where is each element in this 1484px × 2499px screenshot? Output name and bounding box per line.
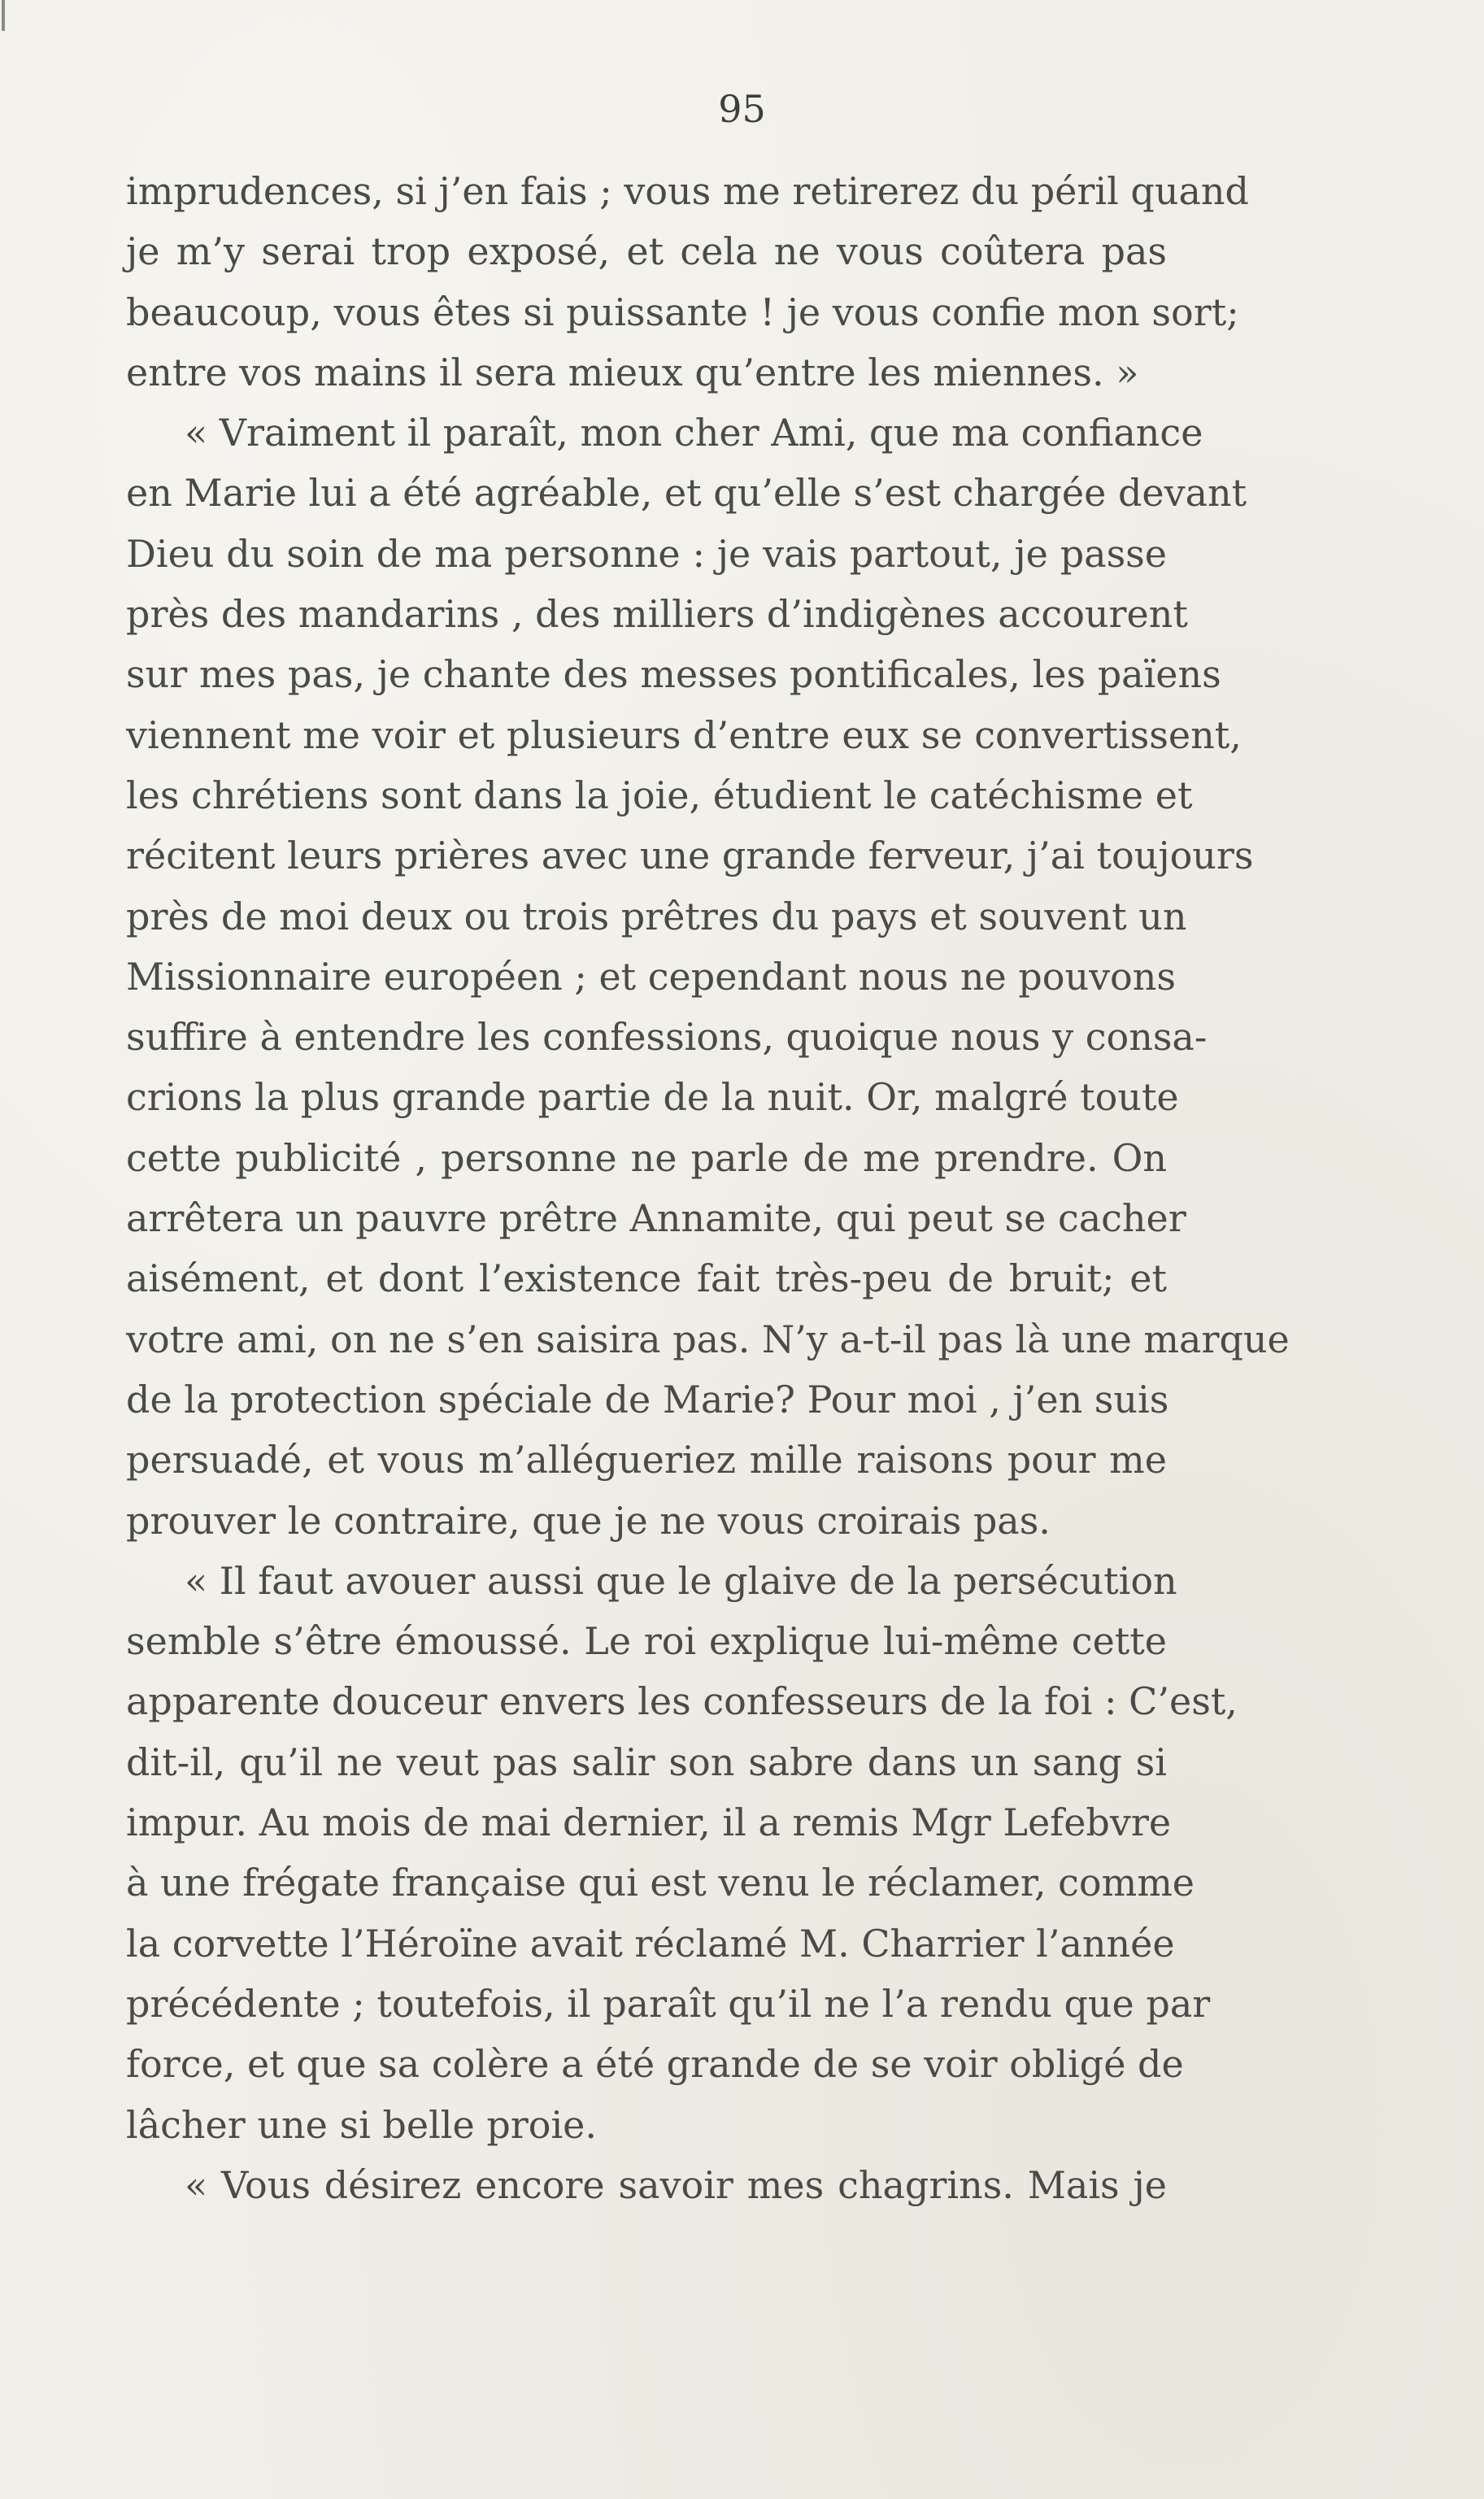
text-line: à une frégate française qui est venu le réclamer, comme xyxy=(126,1861,1195,1905)
text-line: près de moi deux ou trois prêtres du pays et souvent un xyxy=(126,894,1187,938)
text-line: prouver le contraire, que je ne vous croirais pas. xyxy=(126,1498,1051,1543)
text-line: la corvette l’Héroïne avait réclamé M. Charrier l’année xyxy=(126,1921,1175,1966)
text-line: en Marie lui a été agréable, et qu’elle s’est chargée devant xyxy=(126,471,1247,516)
text-line: votre ami, on ne s’en saisira pas. N’y a-t-il pas là une marque xyxy=(126,1317,1290,1361)
text-line: crions la plus grande partie de la nuit. Or, malgré toute xyxy=(126,1075,1179,1120)
text-line: semble s’être émoussé. Le roi explique lui-même cette xyxy=(126,1619,1167,1664)
text-line: cette publicité , personne ne parle de me prendre. On xyxy=(126,1135,1167,1180)
page-number: 95 xyxy=(718,87,766,131)
text-line: « Vraiment il paraît, mon cher Ami, que ma confiance xyxy=(185,411,1203,455)
text-line: près des mandarins , des milliers d’indigènes accourent xyxy=(126,592,1188,637)
text-line: viennent me voir et plusieurs d’entre eux se convertissent, xyxy=(126,712,1242,757)
text-line: beaucoup, vous êtes si puissante ! je vous confie mon sort; xyxy=(126,290,1239,334)
text-line: « Vous désirez encore savoir mes chagrins. Mais je xyxy=(185,2162,1167,2207)
text-line: aisément, et dont l’existence fait très-peu de bruit; et xyxy=(126,1256,1167,1301)
text-line: impur. Au mois de mai dernier, il a remis Mgr Lefebvre xyxy=(126,1800,1172,1845)
body-text xyxy=(126,161,1290,2215)
text-line: « Il faut avouer aussi que le glaive de la persécution xyxy=(185,1558,1177,1603)
text-line: entre vos mains il sera mieux qu’entre les miennes. » xyxy=(126,350,1139,394)
page-edge-mark xyxy=(2,0,5,31)
text-line: je m’y serai trop exposé, et cela ne vous coûtera pas xyxy=(126,229,1167,274)
text-line: persuadé, et vous m’allégueriez mille raisons pour me xyxy=(126,1438,1167,1482)
text-line: récitent leurs prières avec une grande ferveur, j’ai toujours xyxy=(126,834,1254,878)
text-line: force, et que sa colère a été grande de se voir obligé de xyxy=(126,2042,1184,2087)
text-line: de la protection spéciale de Marie? Pour moi , j’en suis xyxy=(126,1377,1169,1421)
text-line: précédente ; toutefois, il paraît qu’il ne l’a rendu que par xyxy=(126,1981,1211,2026)
text-line: sur mes pas, je chante des messes pontificales, les païens xyxy=(126,652,1221,697)
text-line: imprudences, si j’en fais ; vous me retirerez du péril quand xyxy=(126,169,1249,213)
text-line: apparente douceur envers les confesseurs de la foi : C’est, xyxy=(126,1679,1238,1724)
text-line: les chrétiens sont dans la joie, étudient le catéchisme et xyxy=(126,773,1193,817)
text-line: lâcher une si belle proie. xyxy=(126,2102,598,2147)
text-line: dit-il, qu’il ne veut pas salir son sabre dans un sang si xyxy=(126,1739,1167,1784)
text-line: arrêtera un pauvre prêtre Annamite, qui peut se cacher xyxy=(126,1196,1186,1241)
text-line: Dieu du soin de ma personne : je vais partout, je passe xyxy=(126,531,1167,576)
text-line: Missionnaire européen ; et cependant nous ne pouvons xyxy=(126,954,1176,999)
text-line: suffire à entendre les confessions, quoique nous y consa- xyxy=(126,1015,1208,1060)
